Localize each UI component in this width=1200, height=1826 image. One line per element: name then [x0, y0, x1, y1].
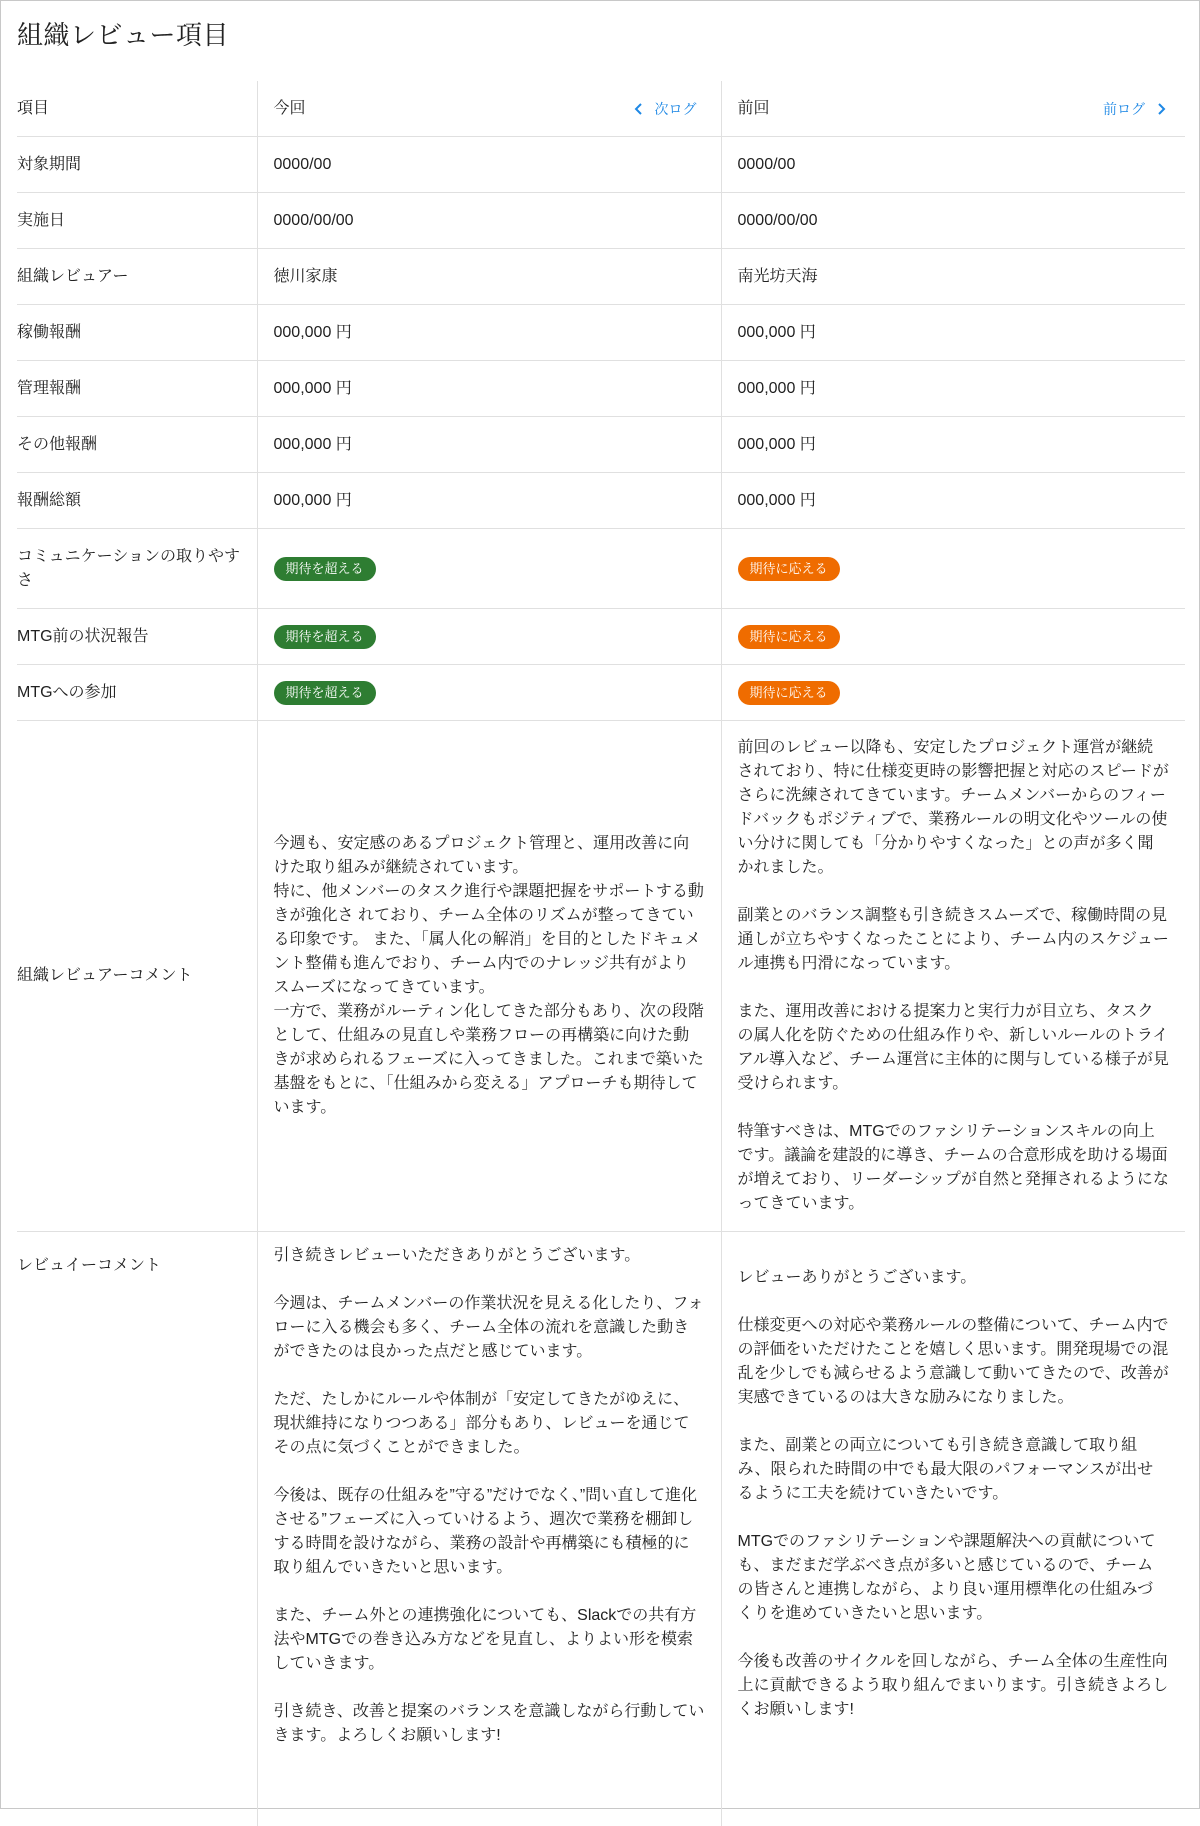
row-label: 報酬総額	[17, 473, 257, 529]
next-log-button[interactable]	[631, 97, 705, 121]
table-row-other-pay	[17, 417, 1185, 473]
chevron-left-icon	[631, 101, 647, 117]
current-value	[257, 609, 721, 665]
current-value: 000,000 円	[257, 417, 721, 473]
status-badge: 期待に応える	[738, 625, 840, 649]
prev-log-button[interactable]	[1095, 97, 1169, 121]
reviewer-comment-current: 今週も、安定感のあるプロジェクト管理と、運用改善に向けた取り組みが継続されています。 特に、他メンバーのタスク進行や課題把握をサポートする動きが強化さ れており、チーム全体のリズムが整ってきている印象です。 また、「属人化の解消」を目的としたドキュメント整備も進んでおり、チーム内でのナレッジ共有がよりスムーズになってきています。 一方で、業務がルーティン化してきた部分もあり、次の段階として、仕組みの見直しや業務フローの再構築に向けた動きが求められるフェーズに入ってきました。これまで築いた基盤をもとに、「仕組みから変える」アプローチも期待しています。	[274, 832, 705, 1120]
status-badge: 期待に応える	[738, 681, 840, 705]
row-label: レビュイーコメント	[17, 1232, 257, 1826]
column-header-previous-label: 前回	[738, 100, 770, 117]
status-badge: 期待を超える	[274, 625, 376, 649]
current-value: 000,000 円	[257, 361, 721, 417]
row-label: 管理報酬	[17, 361, 257, 417]
status-badge: 期待を超える	[274, 557, 376, 581]
previous-value: 000,000 円	[721, 417, 1185, 473]
table-row-management-pay	[17, 361, 1185, 417]
next-log-label: 次ログ	[655, 97, 697, 121]
previous-value	[721, 721, 1185, 1232]
previous-value	[721, 609, 1185, 665]
reviewer-comment-previous: 前回のレビュー以降も、安定したプロジェクト運営が継続されており、特に仕様変更時の影響把握と対応のスピードがさらに洗練されてきています。チームメンバーからのフィードバックもポジティブで、業務ルールの明文化やツールの使い分けに関しても「分かりやすくなった」との声が多く聞かれました。 副業とのバランス調整も引き続きスムーズで、稼働時間の見通しが立ちやすくなったことにより、チーム内のスケジュール連携も円滑になっています。 また、運用改善における提案力と実行力が目立ち、タスクの属人化を防ぐための仕組み作りや、新しいルールのトライアル導入など、チーム運営に主体的に関与している様子が見受けられます。 特筆すべきは、MTGでのファシリテーションスキルの向上です。議論を建設的に導き、チームの合意形成を助ける場面が増えており、リーダーシップが自然と発揮されるようになってきています。	[738, 736, 1170, 1216]
row-label: 実施日	[17, 193, 257, 249]
current-value: 徳川家康	[257, 249, 721, 305]
previous-value	[721, 529, 1185, 609]
table-row-reviewer	[17, 249, 1185, 305]
review-table	[17, 81, 1185, 1826]
table-header-row	[17, 81, 1185, 137]
prev-log-label: 前ログ	[1103, 97, 1145, 121]
current-value: 000,000 円	[257, 473, 721, 529]
table-row-mtg-participation	[17, 665, 1185, 721]
page-title: 組織レビュー項目	[17, 15, 229, 52]
column-header-current-label: 今回	[274, 100, 306, 117]
previous-value: 000,000 円	[721, 305, 1185, 361]
current-value: 000,000 円	[257, 305, 721, 361]
current-value: 0000/00	[257, 137, 721, 193]
table-row-communication	[17, 529, 1185, 609]
previous-value	[721, 665, 1185, 721]
current-value	[257, 665, 721, 721]
current-value: 0000/00/00	[257, 193, 721, 249]
row-label: その他報酬	[17, 417, 257, 473]
previous-value: 0000/00	[721, 137, 1185, 193]
previous-value: 000,000 円	[721, 361, 1185, 417]
row-label: 組織レビュアー	[17, 249, 257, 305]
column-header-previous	[721, 81, 1185, 137]
chevron-right-icon	[1153, 101, 1169, 117]
column-header-item: 項目	[17, 81, 257, 137]
row-label: コミュニケーションの取りやすさ	[17, 529, 257, 609]
table-row-target-period	[17, 137, 1185, 193]
previous-value	[721, 1232, 1185, 1826]
table-row-work-pay	[17, 305, 1185, 361]
previous-value: 000,000 円	[721, 473, 1185, 529]
row-label: MTG前の状況報告	[17, 609, 257, 665]
row-label: 組織レビュアーコメント	[17, 721, 257, 1232]
table-row-pre-mtg-report	[17, 609, 1185, 665]
row-label: 対象期間	[17, 137, 257, 193]
current-value	[257, 721, 721, 1232]
reviewee-comment-previous: レビューありがとうございます。 仕様変更への対応や業務ルールの整備について、チーム内での評価をいただけたことを嬉しく思います。開発現場での混乱を少しでも減らせるよう意識して動いてきたので、改善が実感できているのは大きな励みになりました。 また、副業との両立についても引き続き意識して取り組み、限られた時間の中でも最大限のパフォーマンスが出せるように工夫を続けていきたいです。 MTGでのファシリテーションや課題解決への貢献についても、まだまだ学ぶべき点が多いと感じているので、チームの皆さんと連携しながら、より良い運用標準化の仕組みづくりを進めていきたいと思います。 今後も改善のサイクルを回しながら、チーム全体の生産性向上に貢献できるよう取り組んでまいります。引き続きよろしくお願いします!	[738, 1266, 1170, 1722]
previous-value: 0000/00/00	[721, 193, 1185, 249]
current-value	[257, 529, 721, 609]
previous-value: 南光坊天海	[721, 249, 1185, 305]
status-badge: 期待を超える	[274, 681, 376, 705]
table-row-reviewee-comment	[17, 1232, 1185, 1826]
table-row-total-pay	[17, 473, 1185, 529]
current-value	[257, 1232, 721, 1826]
column-header-current	[257, 81, 721, 137]
row-label: MTGへの参加	[17, 665, 257, 721]
status-badge: 期待に応える	[738, 557, 840, 581]
row-label: 稼働報酬	[17, 305, 257, 361]
table-row-reviewer-comment	[17, 721, 1185, 1232]
reviewee-comment-current: 引き続きレビューいただきありがとうございます。 今週は、チームメンバーの作業状況を見える化したり、フォローに入る機会も多く、チーム全体の流れを意識した動きができたのは良かった点だと感じています。 ただ、たしかにルールや体制が「安定してきたがゆえに、現状維持になりつつある」部分もあり、レビューを通じてその点に気づくことができました。 今後は、既存の仕組みを”守る”だけでなく、”問い直して進化させる”フェーズに入っていけるよう、週次で業務を棚卸しする時間を設けながら、業務の設計や再構築にも積極的に取り組んでいきたいと思います。 また、チーム外との連携強化についても、Slackでの共有方法やMTGでの巻き込み方などを見直し、よりよい形を模索していきます。 引き続き、改善と提案のバランスを意識しながら行動していきます。よろしくお願いします!	[274, 1244, 705, 1748]
table-row-date	[17, 193, 1185, 249]
